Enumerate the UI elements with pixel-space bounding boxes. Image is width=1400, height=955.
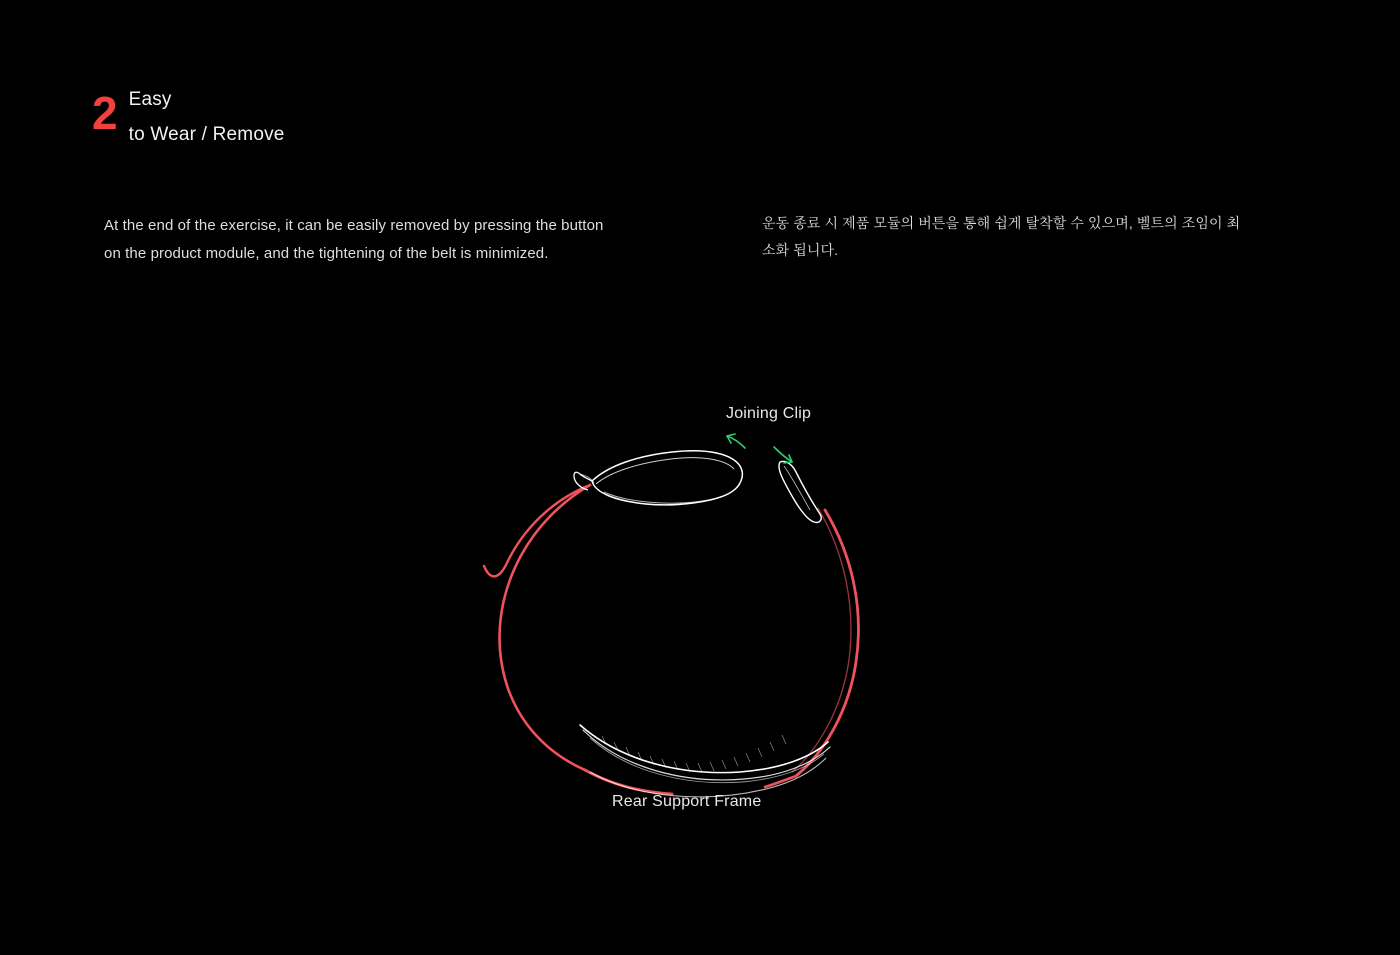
rear-support-frame-outline [580,725,830,797]
product-module-outline [574,451,742,505]
section-number: 2 [92,87,117,139]
right-open-arrow [774,447,792,463]
belt-illustration [440,380,960,840]
section-title-line-2: to Wear / Remove [128,123,285,145]
description-english: At the end of the exercise, it can be easily removed by pressing the button on the product module, and the tightening of the belt is minimized. [104,217,604,262]
section-title [129,84,285,145]
belt-right-strand [765,508,858,787]
belt-left-strand [484,485,672,794]
section-header [92,84,285,145]
label-joining-clip: Joining Clip [726,405,812,422]
section-title-line-1: Easy [128,89,172,110]
label-rear-support-frame: Rear Support Frame [612,793,762,810]
joining-clip-outline [779,461,821,522]
left-open-arrow [727,434,745,448]
description-korean: 운동 종료 시 제품 모듈의 버튼을 통해 쉽게 탈착할 수 있으며, 벨트의 조임이 최소화 됩니다. [762,215,1241,259]
